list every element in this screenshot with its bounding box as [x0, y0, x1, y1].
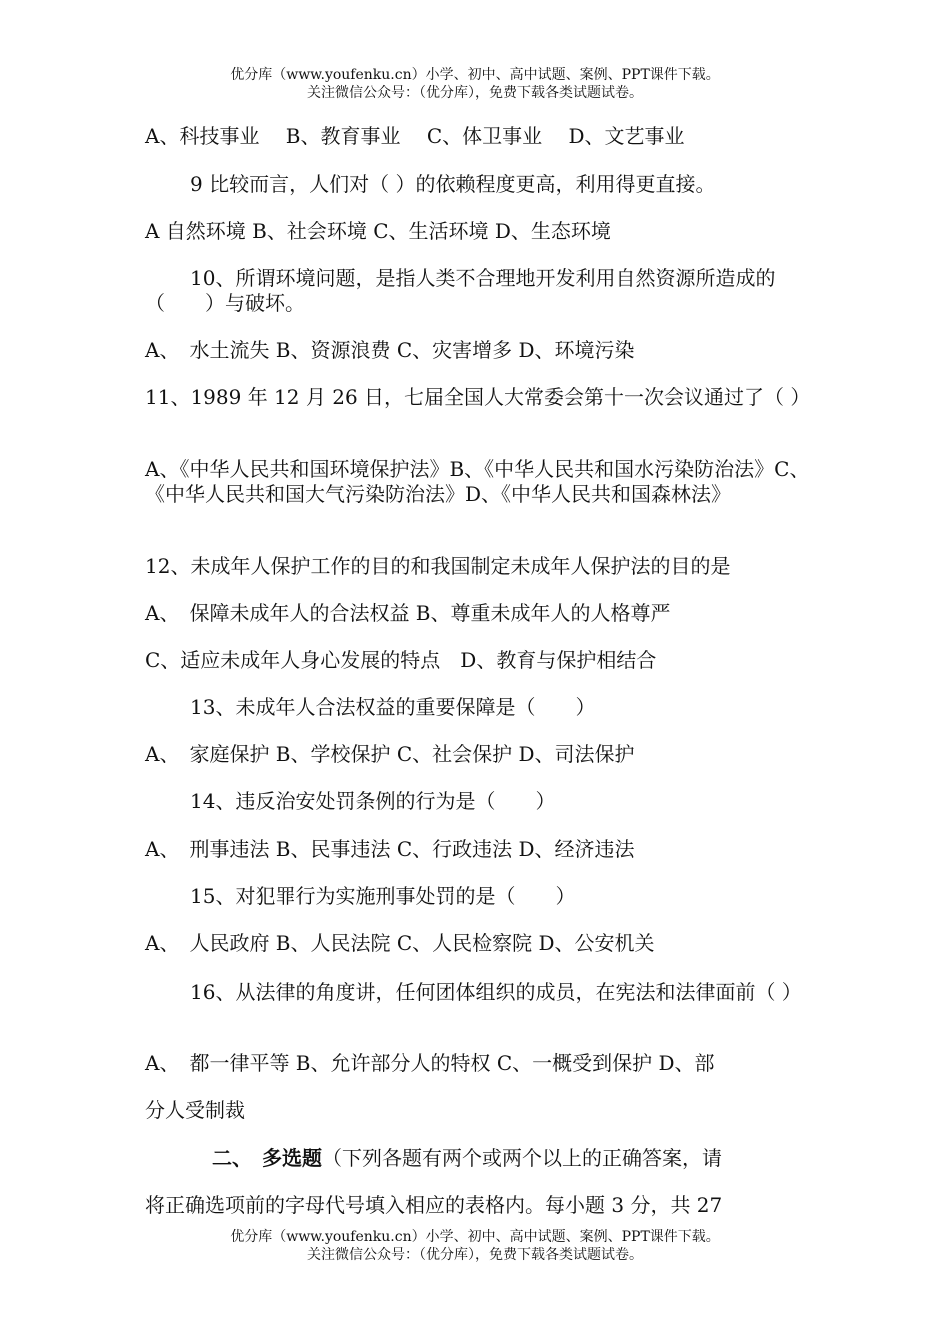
q11-options: A、《中华人民共和国环境保护法》B、《中华人民共和国水污染防治法》C、《中华人民共和国大气污染防治法》D、《中华人民共和国森林法》 [145, 457, 810, 506]
q10-options: A、 水土流失 B、资源浪费 C、灾害增多 D、环境污染 [145, 338, 635, 362]
footer-line-1: 优分库（www.youfenku.cn）小学、初中、高中试题、案例、PPT课件下载。 [230, 1229, 720, 1245]
q9-stem: 9 比较而言，人们对（ ）的依赖程度更高，利用得更直接。 [190, 172, 716, 196]
q12-options-2: C、适应未成年人身心发展的特点 D、教育与保护相结合 [145, 648, 657, 672]
q15-options: A、 人民政府 B、人民法院 C、人民检察院 D、公安机关 [145, 931, 655, 955]
q14-stem: 14、违反治安处罚条例的行为是（ ） [190, 789, 556, 813]
footer-line-2: 关注微信公众号：（优分库），免费下载各类试题试卷。 [307, 1247, 643, 1263]
section2-title: 二、 多选题 [212, 1146, 322, 1170]
q10-stem: 10、所谓环境问题，是指人类不合理地开发利用自然资源所造成的（ ）与破坏。 [145, 266, 776, 315]
header-line-1: 优分库（www.youfenku.cn）小学、初中、高中试题、案例、PPT课件下载。 [230, 67, 720, 83]
q9-options: A 自然环境 B、社会环境 C、生活环境 D、生态环境 [145, 219, 611, 243]
q16-options-1: A、 都一律平等 B、允许部分人的特权 C、一概受到保护 D、部 [145, 1051, 715, 1075]
q15-stem: 15、对犯罪行为实施刑事处罚的是（ ） [190, 884, 576, 908]
q13-stem: 13、未成年人合法权益的重要保障是（ ） [190, 695, 596, 719]
q16-options-2: 分人受制裁 [145, 1098, 245, 1122]
q16-stem: 16、从法律的角度讲，任何团体组织的成员，在宪法和法律面前（ ） [190, 980, 802, 1004]
q12-options-1: A、 保障未成年人的合法权益 B、尊重未成年人的人格尊严 [145, 601, 671, 625]
section2-heading [212, 1146, 810, 1171]
q11-stem: 11、1989 年 12 月 26 日，七届全国人大常委会第十一次会议通过了（ ） [145, 385, 811, 409]
section2-desc-2: 将正确选项前的字母代号填入相应的表格内。每小题 3 分，共 27 [145, 1193, 723, 1217]
page-header [0, 66, 950, 102]
section2-desc-1: （下列各题有两个或两个以上的正确答案，请 [322, 1146, 722, 1170]
q14-options: A、 刑事违法 B、民事违法 C、行政违法 D、经济违法 [145, 837, 635, 861]
page-footer [0, 1228, 950, 1264]
q12-stem: 12、未成年人保护工作的目的和我国制定未成年人保护法的目的是 [145, 554, 731, 578]
q8-options: A、科技事业 B、教育事业 C、体卫事业 D、文艺事业 [145, 124, 685, 148]
header-line-2: 关注微信公众号：（优分库），免费下载各类试题试卷。 [307, 85, 643, 101]
q13-options: A、 家庭保护 B、学校保护 C、社会保护 D、司法保护 [145, 742, 635, 766]
